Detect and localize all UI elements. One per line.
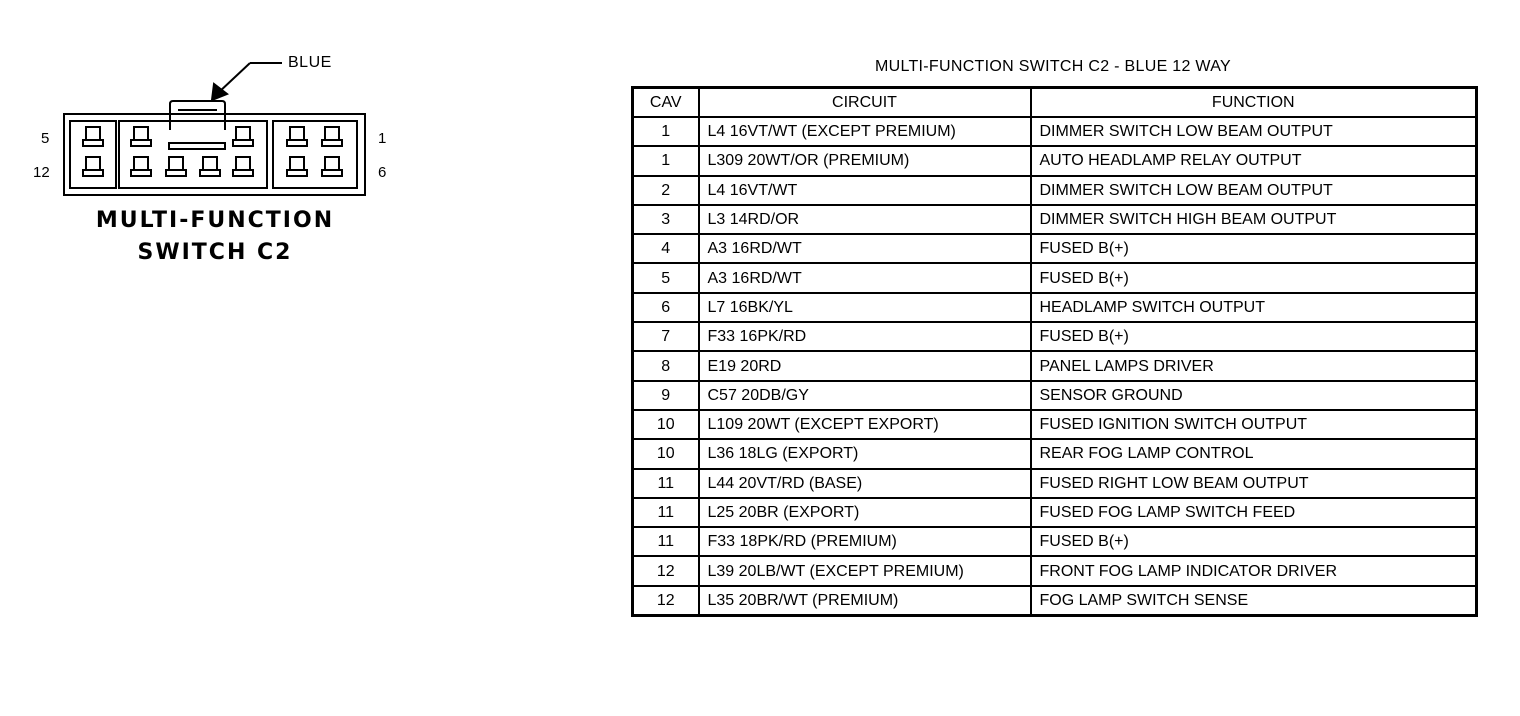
pin-cavity	[233, 157, 253, 176]
table-row	[633, 351, 1477, 380]
cell-function: DIMMER SWITCH HIGH BEAM OUTPUT	[1031, 205, 1477, 234]
connector-title-line2: SWITCH C2	[137, 240, 293, 265]
cell-circuit: L4 16VT/WT (EXCEPT PREMIUM)	[699, 117, 1031, 146]
table-title: MULTI-FUNCTION SWITCH C2 - BLUE 12 WAY	[874, 58, 1231, 75]
cell-cav: 12	[633, 556, 699, 585]
table-row	[633, 381, 1477, 410]
key-bar	[169, 143, 225, 149]
header-circuit: CIRCUIT	[699, 88, 1031, 118]
cell-function: DIMMER SWITCH LOW BEAM OUTPUT	[1031, 176, 1477, 205]
cell-circuit: L4 16VT/WT	[699, 176, 1031, 205]
cell-function: REAR FOG LAMP CONTROL	[1031, 439, 1477, 468]
pin-label-bottom-left: 12	[33, 164, 50, 181]
cell-circuit: A3 16RD/WT	[699, 263, 1031, 292]
cell-cav: 5	[633, 263, 699, 292]
cell-cav: 1	[633, 146, 699, 175]
table-row	[633, 176, 1477, 205]
cell-function: FUSED IGNITION SWITCH OUTPUT	[1031, 410, 1477, 439]
cell-circuit: L39 20LB/WT (EXCEPT PREMIUM)	[699, 556, 1031, 585]
table-row	[633, 586, 1477, 616]
cell-cav: 11	[633, 527, 699, 556]
pin-label-top-left: 5	[41, 130, 50, 147]
table-row	[633, 498, 1477, 527]
cell-function: AUTO HEADLAMP RELAY OUTPUT	[1031, 146, 1477, 175]
cell-circuit: L309 20WT/OR (PREMIUM)	[699, 146, 1031, 175]
cell-cav: 3	[633, 205, 699, 234]
pin-cavity	[233, 127, 253, 146]
cell-function: FUSED B(+)	[1031, 263, 1477, 292]
cell-circuit: C57 20DB/GY	[699, 381, 1031, 410]
cell-function: PANEL LAMPS DRIVER	[1031, 351, 1477, 380]
cell-cav: 8	[633, 351, 699, 380]
pin-cavity	[166, 157, 186, 176]
cell-cav: 10	[633, 410, 699, 439]
cell-circuit: L109 20WT (EXCEPT EXPORT)	[699, 410, 1031, 439]
cavity-table	[631, 86, 1478, 617]
cell-circuit: L36 18LG (EXPORT)	[699, 439, 1031, 468]
cell-function: SENSOR GROUND	[1031, 381, 1477, 410]
cell-cav: 11	[633, 469, 699, 498]
table-row	[633, 234, 1477, 263]
cell-function: FRONT FOG LAMP INDICATOR DRIVER	[1031, 556, 1477, 585]
cell-cav: 4	[633, 234, 699, 263]
cell-cav: 9	[633, 381, 699, 410]
table-row	[633, 556, 1477, 585]
cell-function: DIMMER SWITCH LOW BEAM OUTPUT	[1031, 117, 1477, 146]
pin-cavity	[287, 127, 307, 146]
header-cav: CAV	[633, 88, 699, 118]
pin-cavity	[83, 157, 103, 176]
cell-cav: 10	[633, 439, 699, 468]
pin-label-bottom-right: 6	[378, 164, 387, 181]
table-row	[633, 117, 1477, 146]
cell-circuit: L7 16BK/YL	[699, 293, 1031, 322]
pin-cavity	[83, 127, 103, 146]
cell-cav: 11	[633, 498, 699, 527]
cell-circuit: L35 20BR/WT (PREMIUM)	[699, 586, 1031, 616]
callout-arrow	[212, 63, 282, 100]
cell-function: FUSED B(+)	[1031, 527, 1477, 556]
table-row	[633, 410, 1477, 439]
pin-cavity	[200, 157, 220, 176]
table-row	[633, 527, 1477, 556]
pin-cavity	[322, 127, 342, 146]
cell-cav: 12	[633, 586, 699, 616]
table-row	[633, 146, 1477, 175]
table-row	[633, 263, 1477, 292]
pin-cavity	[131, 157, 151, 176]
pin-cavity	[322, 157, 342, 176]
cell-circuit: L44 20VT/RD (BASE)	[699, 469, 1031, 498]
cell-function: FOG LAMP SWITCH SENSE	[1031, 586, 1477, 616]
table-row	[633, 439, 1477, 468]
connector-title-line1: MULTI-FUNCTION	[95, 208, 335, 233]
cell-function: FUSED B(+)	[1031, 234, 1477, 263]
cell-function: FUSED RIGHT LOW BEAM OUTPUT	[1031, 469, 1477, 498]
cell-function: HEADLAMP SWITCH OUTPUT	[1031, 293, 1477, 322]
cell-cav: 1	[633, 117, 699, 146]
pin-cavities	[83, 127, 342, 176]
table-row	[633, 293, 1477, 322]
table-row	[633, 469, 1477, 498]
cell-cav: 7	[633, 322, 699, 351]
cell-function: FUSED B(+)	[1031, 322, 1477, 351]
cell-cav: 2	[633, 176, 699, 205]
cell-function: FUSED FOG LAMP SWITCH FEED	[1031, 498, 1477, 527]
pin-cavity	[287, 157, 307, 176]
table-row	[633, 322, 1477, 351]
callout-label: BLUE	[288, 54, 332, 71]
header-function: FUNCTION	[1031, 88, 1477, 118]
cell-cav: 6	[633, 293, 699, 322]
cell-circuit: A3 16RD/WT	[699, 234, 1031, 263]
cell-circuit: L3 14RD/OR	[699, 205, 1031, 234]
table-row	[633, 205, 1477, 234]
pin-cavity	[131, 127, 151, 146]
cell-circuit: F33 16PK/RD	[699, 322, 1031, 351]
table-header-row	[633, 88, 1477, 118]
cell-circuit: L25 20BR (EXPORT)	[699, 498, 1031, 527]
cell-circuit: F33 18PK/RD (PREMIUM)	[699, 527, 1031, 556]
pin-label-top-right: 1	[378, 130, 387, 147]
cell-circuit: E19 20RD	[699, 351, 1031, 380]
